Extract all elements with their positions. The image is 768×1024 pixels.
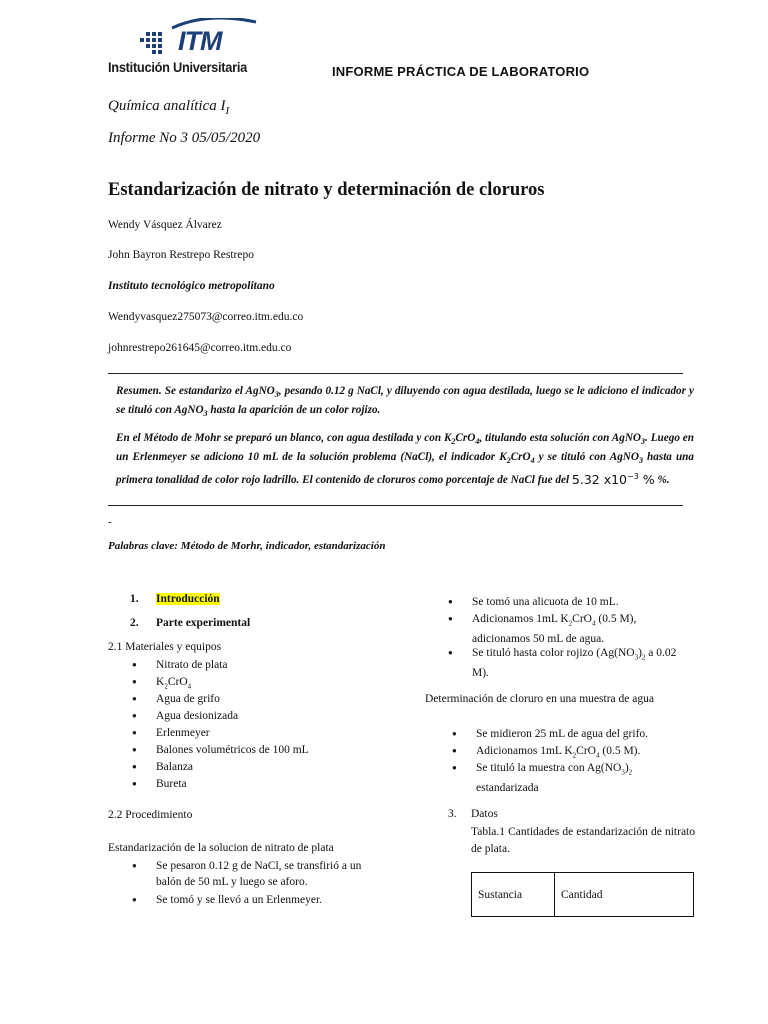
abstract-paragraph-2: En el Método de Mohr se preparó un blanco, con agua destilada y con $K_2CrO_4$, titulando esta solución con AgNO$_3$. Luego en un Erlenmeyer se adiciono 10 mL de la solución problema (NaCl), el indicador $K_2CrO_4$ y se tituló con AgNO$_3$ hasta una primera tonalidad de color rojo ladrillo. El contenido de cloruros como porcentaje de NaCl fue del 5.32 $x10^{-3}$ % %. [116,432,694,487]
chloride-value: 5.32 $x10^{-3}$ % [571,471,655,487]
determination-step: ● Adicionamos 1mL $K_2CrO_4$ (0.5 M). [476,743,640,763]
standardization-heading: Estandarización de la solucion de nitrato de plata [108,842,334,854]
separator-dash: - [108,516,112,528]
email-1: Wendyvasquez275073@correo.itm.edu.co [108,311,304,323]
abstract-paragraph-1: Resumen. Se estandarizo el AgNO$_3$, pesando 0.12 g NaCl, y diluyendo con agua destilada, luego se le adiciono el indicador y se tituló con AgNO$_3$ hasta la aparición de un color rojizo. [116,385,694,418]
report-number: Informe No 3 05/05/2020 [108,130,261,146]
keywords: Palabras clave: Método de Morhr, indicador, estandarización [108,540,386,552]
procedure-step: ● Se tomó y se llevó a un Erlenmeyer. [156,892,322,908]
table-header-cell: Cantidad [555,873,694,917]
section-data-number: 3. [448,808,457,820]
procedure-step: ● Se tituló hasta color rojizo ($Ag(NO_3)_2$ a 0.02 M). [472,645,687,681]
email-2: johnrestrepo261645@correo.itm.edu.co [108,342,292,354]
material-item: ● Nitrato de plata [156,657,228,673]
material-item: ● Erlenmeyer [156,725,210,741]
logo-wordmark: ITM [178,26,222,56]
section-data: Datos [471,808,498,820]
table-header-row [472,873,694,917]
institution-name: Institución Universitaria [108,60,247,75]
report-header-title: INFORME PRÁCTICA DE LABORATORIO [332,64,590,79]
material-item: ● Balones volumétricos de 100 mL [156,742,309,758]
procedure-step: ● Se pesaron 0.12 g de NaCl, se transfirió a un balón de 50 mL y luego se aforo. [156,858,386,890]
course-name: Química analítica $I_I$ [108,98,230,117]
table-header-cell: Sustancia [472,873,555,917]
determination-step: ● Se midieron 25 mL de agua del grifo. [476,726,648,742]
author-1: Wendy Vásquez Álvarez [108,219,222,231]
procedure-step: ● Se tomó una alicuota de 10 mL. [472,594,619,610]
material-item: ● Agua desionizada [156,708,238,724]
material-item: ● Balanza [156,759,193,775]
affiliation: Instituto tecnológico metropolitano [108,280,275,292]
table-caption: Tabla.1 Cantidades de estandarización de nitrato de plata. [471,826,695,855]
subsection-procedure: 2.2 Procedimiento [108,809,193,821]
material-item: ● $K_2CrO_4$ [156,674,191,694]
course-subscript: I [225,105,230,117]
determination-step: ● Se tituló la muestra con $Ag(NO_3)_2$ estandarizada [476,760,676,796]
institution-logo [108,18,268,80]
abstract-bottom-rule [108,505,683,506]
author-2: John Bayron Restrepo Restrepo [108,249,254,261]
document-title: Estandarización de nitrato y determinación de cloruros [108,180,545,200]
determination-heading: Determinación de cloruro en una muestra de agua [425,693,654,705]
material-item: ● Bureta [156,776,187,792]
abstract-top-rule [108,373,683,374]
subsection-materials: 2.1 Materiales y equipos [108,641,222,653]
material-item: ● Agua de grifo [156,691,220,707]
procedure-step: ● Adicionamos 1mL $K_2CrO_4$ (0.5 M), adicionamos 50 mL de agua. [472,611,672,647]
table-1 [471,872,694,917]
